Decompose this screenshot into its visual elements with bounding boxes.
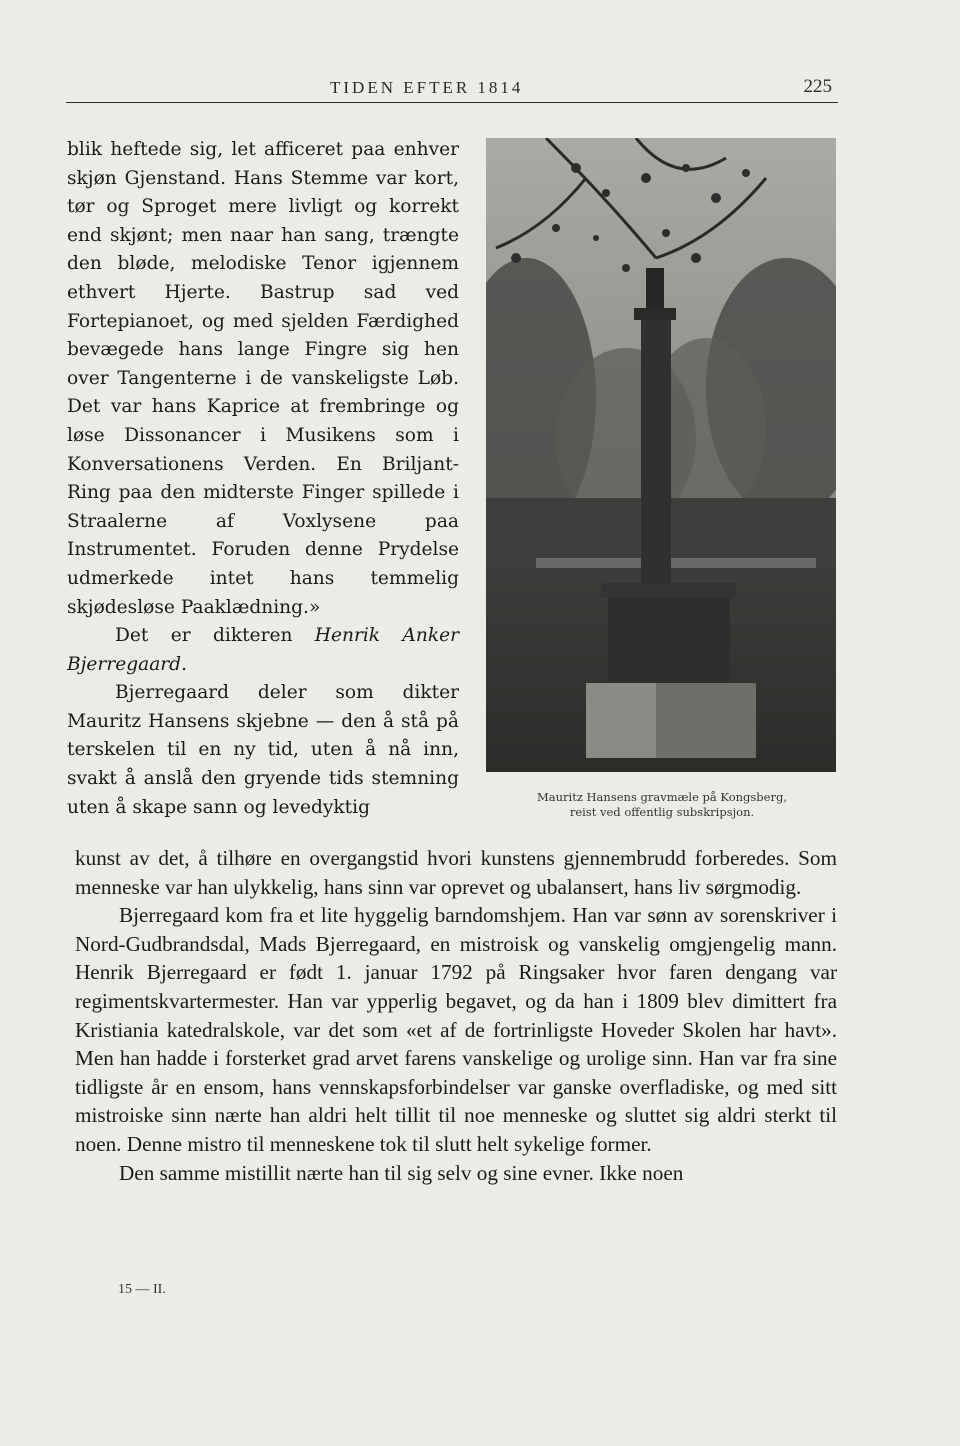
column-text — [67, 136, 459, 822]
paragraph-poet-intro: Det er dikteren Henrik Anker Bjerregaard. — [67, 625, 459, 675]
paragraph-comparison-end: kunst av det, å tilhøre en overgangstid hvori kunstens gjennembrudd forberedes. Som menneske var han ulykkelig, hans sinn var oprevet og ubalansert, hans liv sørgmodig. — [75, 846, 837, 899]
printer-signature: 15 — II. — [118, 1282, 166, 1297]
paragraph-comparison-start: Bjerregaard deler som dikter Mauritz Hansens skjebne — den å stå på terskelen til en ny tid, uten å nå inn, svakt å anslå den gryende tids stemning uten å skape sann og levedyktig — [67, 682, 459, 818]
paragraph-childhood: Bjerregaard kom fra et lite hyggelig barndomshjem. Han var sønn av sorenskriver i Nord-Gudbrandsdal, Mads Bjerregaard, en mistroisk og vanskelig omgjengelig mann. Henrik Bjerregaard er født 1. januar 1792 på Ringsaker hvor faren dengang var regimentskvartermester. Han var ypperlig begavet, og da han i 1809 blev dimittert fra Kristiania katedralskole, var det som «et af de fortrinligste Hoveder Skolen har havt». Men han hadde i forsterket grad arvet farens vanskelige og urolige sinn. Han var fra sine tidligste år en ensom, hans vennskapsforbindelser var ganske overfladiske, og med sitt mistroiske sinn nærte han aldri helt tillit til noe menneske og sluttet sig aldri sterkt til noen. Denne mistro til menneskene tok til slutt helt sykelige former. — [75, 903, 837, 1156]
full-width-text — [75, 844, 837, 1187]
paragraph-quote-end: blik heftede sig, let afficeret paa enhver skjøn Gjenstand. Hans Stemme var kort, tør og Sproget mere livligt og korrekt end skjønt; men naar han sang, trængte den bløde, melodiske Tenor igjennem ethvert Hjerte. Bastrup sad ved Fortepianoet, og med sjelden Færdighed bevægede hans lange Fingre sig hen over Tangenterne i de vanskeligste Løb. Det var hans Kaprice at frembringe og løse Dissonancer i Musikens som i Konversationens Verden. En Briljant-Ring paa den midterste Finger spillede i Straalerne af Voxlysene paa Instrumentet. Foruden denne Prydelse udmerkede intet hans temmelig skjødesløse Paaklædning.» — [67, 139, 459, 618]
caption-line-1: Mauritz Hansens gravmæle på Kongsberg, — [536, 790, 787, 804]
memorial-photograph — [486, 138, 836, 772]
running-header — [66, 76, 838, 103]
paragraph-self-doubt: Den samme mistillit nærte han til sig selv og sine evner. Ikke noen — [119, 1160, 684, 1185]
caption-line-2: reist ved offentlig subskripsjon. — [569, 805, 755, 819]
page-number: 225 — [803, 76, 832, 97]
figure-caption — [486, 790, 838, 820]
photo-illustration — [486, 138, 836, 772]
running-title: TIDEN EFTER 1814 — [330, 78, 524, 97]
poet-name: Henrik Anker Bjerregaard — [67, 625, 459, 675]
